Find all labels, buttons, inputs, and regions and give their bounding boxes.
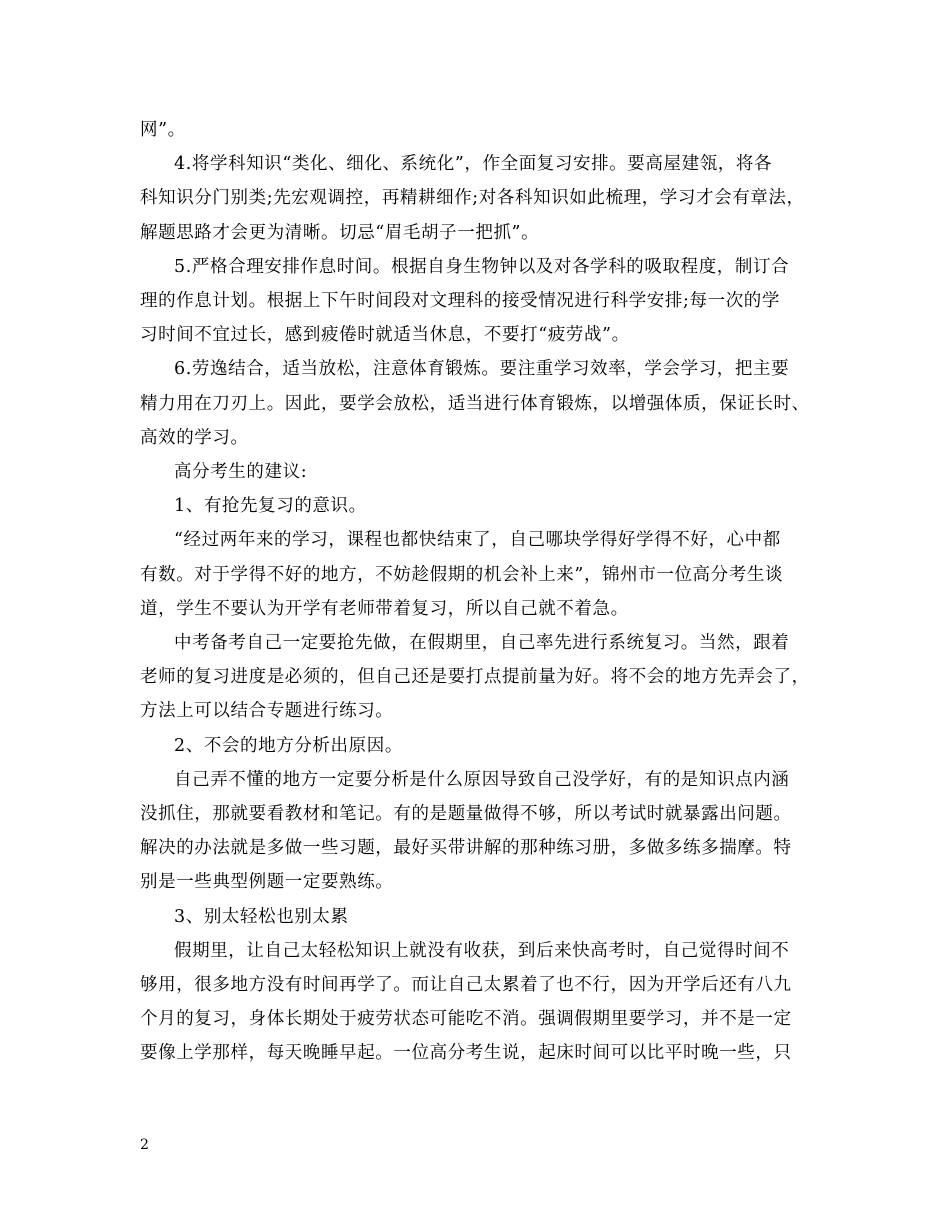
- text-line: 6.劳逸结合，适当放松，注意体育锻炼。要注重学习效率，学会学习，把主要: [174, 359, 790, 380]
- text-line: “经过两年来的学习，课程也都快结束了，自己哪块学得好学得不好，心中都: [174, 530, 781, 551]
- text-line: 老师的复习进度是必须的，但自己还是要打点提前量为好。将不会的地方先弄会了，: [140, 667, 810, 688]
- subsection-heading: 3、别太轻松也别太累: [174, 906, 349, 927]
- text-line: 道，学生不要认为开学有老师带着复习，所以自己就不着急。: [140, 598, 629, 619]
- text-line: 中考备考自己一定要抢先做，在假期里，自己率先进行系统复习。当然，跟着: [174, 633, 790, 654]
- text-line: 没抓住，那就要看教材和笔记。有的是题量做得不够，所以考试时就暴露出问题。: [140, 804, 792, 825]
- text-line: 4.将学科知识“类化、细化、系统化”，作全面复习安排。要高屋建瓴，将各: [174, 154, 773, 175]
- text-line: 假期里，让自己太轻松知识上就没有收获，到后来快高考时，自己觉得时间不: [174, 940, 790, 961]
- text-line: 解题思路才会更为清晰。切忌“眉毛胡子一把抓”。: [140, 222, 540, 243]
- text-line: 科知识分门别类;先宏观调控，再精耕细作;对各科知识如此梳理，学习才会有章法，: [140, 188, 805, 209]
- text-line: 别是一些典型例题一定要熟练。: [140, 872, 394, 893]
- subsection-heading: 2、不会的地方分析出原因。: [174, 735, 403, 756]
- text-line: 方法上可以结合专题进行练习。: [140, 701, 394, 722]
- text-line: 高效的学习。: [140, 427, 249, 448]
- text-line: 理的作息计划。根据上下午时间段对文理科的接受情况进行科学安排;每一次的学: [140, 291, 780, 312]
- text-line: 自己弄不懂的地方一定要分析是什么原因导致自己没学好，有的是知识点内涵: [174, 769, 790, 790]
- text-line: 网”。: [140, 120, 186, 140]
- text-line: 要像上学那样，每天晚睡早起。一位高分考生说，起床时间可以比平时晚一些，只: [140, 1043, 792, 1064]
- text-line: 解决的办法就是多做一些习题，最好买带讲解的那种练习册，多做多练多揣摩。特: [140, 838, 792, 859]
- subsection-heading: 1、有抢先复习的意识。: [174, 496, 367, 517]
- text-line: 够用，很多地方没有时间再学了。而让自己太累着了也不行，因为开学后还有八九: [140, 975, 792, 996]
- section-heading: 高分考生的建议:: [174, 462, 308, 483]
- text-line: 有数。对于学得不好的地方，不妨趁假期的机会补上来”，锦州市一位高分考生谈: [140, 564, 784, 585]
- document-body: [140, 113, 816, 1071]
- body-text: [140, 113, 816, 1071]
- text-line: 习时间不宜过长，感到疲倦时就适当休息，不要打“疲劳战”。: [140, 325, 630, 346]
- text-line: 精力用在刀刃上。因此，要学会放松，适当进行体育锻炼，以增强体质，保证长时、: [140, 393, 810, 414]
- page-number: 2: [140, 1137, 149, 1153]
- text-line: 5.严格合理安排作息时间。根据自身生物钟以及对各学科的吸取程度，制订合: [174, 256, 790, 277]
- text-line: 个月的复习，身体长期处于疲劳状态可能吃不消。强调假期里要学习，并不是一定: [140, 1009, 792, 1030]
